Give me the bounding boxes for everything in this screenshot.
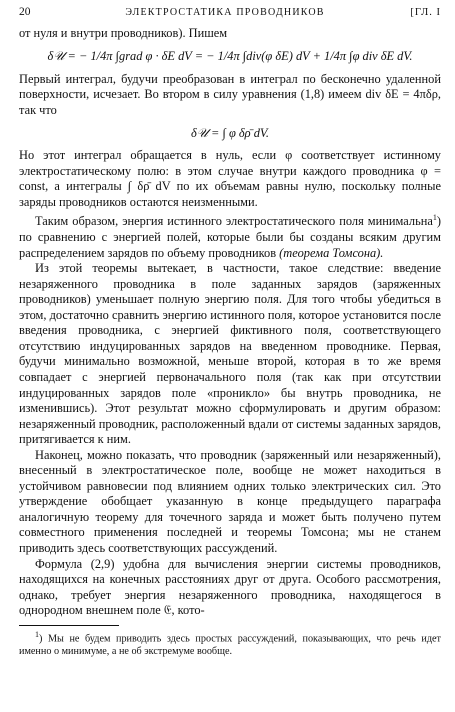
equation-1-text: δ𝒰 = − 1/4π ∫grad φ · δE dV = − 1/4π ∫div(φ δE) dV + 1/4π ∫φ div δE dV. — [47, 49, 413, 64]
paragraph-intro: от нуля и внутри проводников). Пишем — [19, 26, 228, 40]
footnote-marker: 1 — [35, 629, 39, 639]
paragraph-formula-usage: Формула (2,9) удобна для вычисления энергии системы проводников, находящихся на конечных расстояниях друг от друга. Особого рассмотрения, однако, требует энергия незаряженного проводника, находящегося в однородном внешнем поле 𝔈, кото- — [19, 556, 441, 618]
book-page — [19, 6, 441, 658]
paragraph-thomson-theorem — [19, 210, 441, 261]
running-header — [19, 6, 441, 22]
paragraph-consequence: Из этой теоремы вытекает, в частности, такое следствие: введение незаряженного проводника в поле заданных зарядов (заряженных проводников) уменьшает полную энергию поля. Для того чтобы убедиться в этом, достаточно сравнить энергию истинного поля, которое установится после введения проводника, с энергией фиктивного поля, соответствующего отсутствию индуцированных зарядов на введенном проводнике. Первая, будучи минимально возможной, меньше второй, которая в то же время совпадает с энергией первоначального поля (так как при отсутствии индуцированных зарядов поле «проникло» бы внутрь проводника, не изменившись). Этот результат можно сформулировать и другим образом: незаряженный проводник, расположенный вдали от системы заданных зарядов, притягивается к ним. — [19, 261, 441, 447]
running-title: ЭЛЕКТРОСТАТИКА ПРОВОДНИКОВ — [125, 7, 325, 18]
equation-2-text: δ𝒰 = ∫ φ δρ̄ dV. — [191, 125, 269, 140]
paragraph-integral-zero: Но этот интеграл обращается в нуль, если φ соответствует истинному электростатическому полю: в этом случае внутри каждого проводника φ = const, а интегралы ∫ δρ̄ dV по их объемам равны нулю, поскольку полные заряды проводников остаются неизменными. — [19, 148, 441, 209]
footnote — [19, 629, 441, 658]
footnote-rule — [19, 625, 119, 626]
thomson-theorem-name: (теорема Томсона). — [279, 245, 384, 260]
paragraph-no-equilibrium: Наконец, можно показать, что проводник (заряженный или незаряженный), внесенный в электростатическое поле, вообще не может находиться в устойчивом равновесии под влиянием одних только электрических сил. Это утверждение обобщает указанную в конце предыдущего параграфа аналогичную теорему для точечного заряда и может быть получено путем совместного применения последней и теоремы Томсона; мы не станем приводить здесь соответствующих рассуждений. — [19, 447, 441, 555]
chapter-marker: [ГЛ. I — [410, 7, 441, 18]
footnote-text: ) Мы не будем приводить здесь простых рассуждений, показывающих, что речь идет именно о минимуме, а не об экстремуме вообще. — [19, 633, 441, 657]
thomson-text-a: Таким образом, энергия истинного электростатического поля минимальна — [35, 214, 433, 229]
footnote-ref[interactable]: 1 — [432, 213, 437, 223]
equation-energy-variation — [19, 42, 441, 72]
thomson-text-b: ) по сравнению с энергией полей, которые были бы созданы всяким другим распределением зарядов по объему проводников — [19, 214, 441, 260]
equation-energy-result — [19, 118, 441, 148]
paragraph-first-integral: Первый интеграл, будучи преобразован в интеграл по бесконечно удаленной поверхности, исчезает. Во втором в силу уравнения (1,8) имеем div δE = 4πδρ, так что — [19, 71, 441, 117]
page-number: 20 — [19, 6, 31, 18]
